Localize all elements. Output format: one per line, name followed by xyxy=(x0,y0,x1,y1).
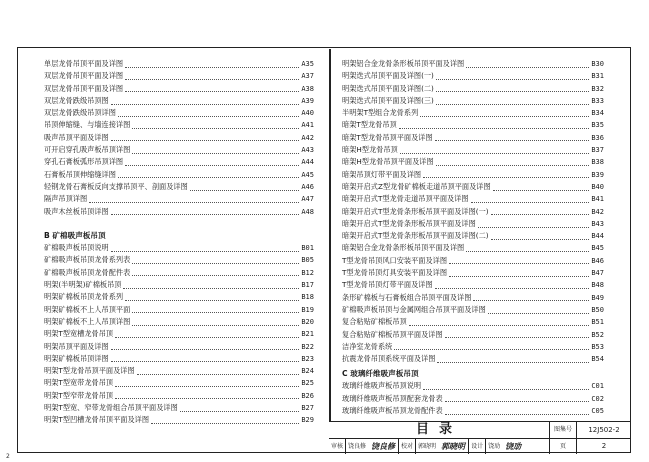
toc-entry-code: A39 xyxy=(301,96,314,105)
toc-entry-title: 单层龙骨吊顶平面及详图 xyxy=(44,59,124,68)
toc-entry xyxy=(44,107,314,119)
leader-dots xyxy=(111,134,300,141)
toc-entry-title: 双层龙骨吊顶平面及详图 xyxy=(44,83,124,93)
toc-entry xyxy=(44,291,314,303)
toc-entry-title: 明架迭式吊顶平面及详图(一) xyxy=(342,71,434,81)
toc-entry-title: 复合粘贴矿棉板吊顶平面及详图 xyxy=(342,329,443,339)
toc-entry-code: C02 xyxy=(591,394,604,403)
leader-dots xyxy=(478,221,590,228)
toc-entry xyxy=(44,304,314,316)
leader-dots xyxy=(125,85,299,92)
leader-dots xyxy=(471,196,590,203)
toc-entry xyxy=(44,132,314,144)
toc-entry-title: 吸声吊顶平面及详图 xyxy=(44,132,109,142)
toc-entry-title: 暗架开启式T型龙骨条形板吊顶平面及详图(二) xyxy=(342,231,489,241)
leader-dots xyxy=(111,343,300,350)
leader-dots xyxy=(423,383,589,390)
toc-entry-title: 玻璃纤维吸声板吊顶说明 xyxy=(342,381,422,391)
toc-entry-title: 吸声木丝板吊顶详图 xyxy=(44,206,109,216)
toc-entry-title: 明架矿棉板吊顶龙骨系列 xyxy=(44,292,124,302)
toc-entry-code: B17 xyxy=(301,281,314,290)
leader-dots xyxy=(473,294,589,301)
toc-entry-code: B36 xyxy=(591,133,604,142)
toc-entry-title: 半明架T型组合龙骨系列 xyxy=(342,108,419,118)
leader-dots xyxy=(436,98,589,105)
toc-entry-title: 玻璃纤维吸声板吊顶配套龙骨表 xyxy=(342,393,443,403)
leader-dots xyxy=(449,257,589,264)
leader-dots xyxy=(491,233,590,240)
toc-entry-code: A38 xyxy=(301,84,314,93)
toc-entry-code: B33 xyxy=(591,96,604,105)
toc-entry xyxy=(44,353,314,365)
toc-entry xyxy=(342,132,604,144)
leader-dots xyxy=(190,184,300,191)
leader-dots xyxy=(123,282,299,289)
toc-entry xyxy=(44,70,314,82)
toc-entry-code: B21 xyxy=(301,330,314,339)
toc-entry xyxy=(342,267,604,279)
leader-dots xyxy=(491,208,590,215)
toc-group-b xyxy=(44,242,314,426)
toc-entry-code: B45 xyxy=(591,244,604,253)
toc-entry-title: 条形矿棉板与石膏板组合吊顶平面及详图 xyxy=(342,292,472,302)
toc-entry-code: B18 xyxy=(301,293,314,302)
checker-label: 校对 xyxy=(398,439,415,454)
toc-entry-title: 矿棉吸声板吊顶与金属网组合吊顶平面及详图 xyxy=(342,304,486,314)
toc-entry-code: B41 xyxy=(591,195,604,204)
reviewer-name: 饶良修 xyxy=(345,439,368,454)
checker-name: 郭晓明 xyxy=(415,439,438,454)
toc-entry xyxy=(342,144,604,156)
leader-dots xyxy=(89,196,299,203)
toc-entry xyxy=(44,144,314,156)
toc-entry xyxy=(44,119,314,131)
title-block-title: 目录 xyxy=(329,422,550,439)
toc-entry xyxy=(342,316,604,328)
toc-entry xyxy=(44,390,314,402)
toc-entry-code: B29 xyxy=(301,416,314,425)
toc-entry xyxy=(342,193,604,205)
toc-entry xyxy=(342,292,604,304)
leader-dots xyxy=(488,307,590,314)
leader-dots xyxy=(118,110,299,117)
toc-entry-code: B46 xyxy=(591,256,604,265)
toc-entry xyxy=(342,380,604,392)
toc-entry-code: B54 xyxy=(591,355,604,364)
toc-entry xyxy=(44,267,314,279)
toc-entry-code: B35 xyxy=(591,121,604,130)
toc-entry-code: C05 xyxy=(591,406,604,415)
toc-entry-title: 明架T型凹槽龙骨吊顶平面及详图 xyxy=(44,415,150,425)
toc-entry-title: 暗架T型龙骨吊顶平面及详图 xyxy=(342,132,433,142)
toc-entry-code: B39 xyxy=(591,170,604,179)
toc-entry xyxy=(342,70,604,82)
toc-entry-code: B12 xyxy=(301,268,314,277)
leader-dots xyxy=(409,319,590,326)
toc-entry xyxy=(342,329,604,341)
toc-entry-title: 暗架H型龙骨吊顶平面及详图 xyxy=(342,157,434,167)
toc-entry-code: A41 xyxy=(301,121,314,130)
toc-entry xyxy=(44,206,314,218)
toc-entry-title: 复合粘贴矿棉板吊顶 xyxy=(342,317,407,327)
designer-label: 设计 xyxy=(468,439,485,454)
leader-dots xyxy=(132,306,299,313)
leader-dots xyxy=(493,184,590,191)
toc-entry xyxy=(342,341,604,353)
toc-entry-title: 明架矿棉板吊顶详图 xyxy=(44,353,109,363)
toc-entry-title: 矿棉吸声板吊顶龙骨系列表 xyxy=(44,255,131,265)
toc-entry xyxy=(44,254,314,266)
right-column xyxy=(342,58,604,365)
toc-entry-title: 明架(半明架)矿棉板吊顶 xyxy=(44,280,122,290)
toc-entry-code: B50 xyxy=(591,305,604,314)
toc-entry-code: B01 xyxy=(301,244,314,253)
toc-entry-code: B22 xyxy=(301,342,314,351)
toc-entry xyxy=(44,414,314,426)
leader-dots xyxy=(435,134,590,141)
leader-dots xyxy=(111,355,300,362)
toc-entry-title: 明架矿棉板不上人吊顶详图 xyxy=(44,316,131,326)
toc-entry xyxy=(44,181,314,193)
toc-entry-code: A44 xyxy=(301,158,314,167)
toc-entry-code: B25 xyxy=(301,379,314,388)
toc-entry-code: B31 xyxy=(591,72,604,81)
toc-entry xyxy=(342,242,604,254)
toc-entry xyxy=(44,95,314,107)
leader-dots xyxy=(436,85,589,92)
toc-entry xyxy=(342,393,604,405)
leader-dots xyxy=(435,282,590,289)
toc-entry xyxy=(44,242,314,254)
toc-entry-code: B30 xyxy=(591,60,604,68)
toc-entry-code: B51 xyxy=(591,318,604,327)
toc-entry-title: 双层龙骨吊顶平面及详图 xyxy=(44,71,124,81)
designer-name: 饶劢 xyxy=(485,439,502,454)
toc-entry xyxy=(342,353,604,365)
leader-dots xyxy=(132,319,299,326)
leader-dots xyxy=(445,408,590,415)
toc-entry xyxy=(44,341,314,353)
toc-entry-title: 暗架开启式T型龙骨条形板吊顶平面及详图 xyxy=(342,218,476,228)
section-b-title: B 矿棉吸声板吊顶 xyxy=(44,230,106,240)
toc-entry-code: B23 xyxy=(301,354,314,363)
toc-entry-code: A43 xyxy=(301,146,314,155)
toc-entry-title: 抗震龙骨吊顶系统平面及详图 xyxy=(342,354,436,364)
toc-entry-code: B42 xyxy=(591,207,604,216)
toc-entry xyxy=(342,156,604,168)
toc-entry xyxy=(342,119,604,131)
title-block xyxy=(329,421,631,454)
toc-entry-title: 洁净室龙骨系统 xyxy=(342,341,393,351)
toc-entry-title: 吊顶伸缩缝、与墙连接详图 xyxy=(44,120,131,130)
toc-entry-code: B20 xyxy=(301,317,314,326)
toc-entry xyxy=(342,58,604,70)
toc-entry-title: 明架吊顶平面及详图 xyxy=(44,341,109,351)
leader-dots xyxy=(445,395,590,402)
toc-entry-title: 明架T型龙骨吊顶平面及详图 xyxy=(44,366,135,376)
toc-entry xyxy=(44,156,314,168)
toc-entry-title: 隔声吊顶详图 xyxy=(44,194,88,204)
toc-entry-code: B53 xyxy=(591,342,604,351)
leader-dots xyxy=(137,368,300,375)
toc-entry xyxy=(342,255,604,267)
leader-dots xyxy=(111,208,300,215)
toc-entry-code: B52 xyxy=(591,330,604,339)
leader-dots xyxy=(445,331,590,338)
leader-dots xyxy=(466,245,589,252)
leader-dots xyxy=(125,159,299,166)
toc-entry-code: B24 xyxy=(301,367,314,376)
toc-entry-code: A42 xyxy=(301,133,314,142)
toc-entry xyxy=(44,279,314,291)
checker-signature: 郭晓明 xyxy=(441,441,466,451)
toc-entry-code: B44 xyxy=(591,232,604,241)
toc-entry-title: 轻钢龙骨石膏板反向支撑吊顶平、剖面及详图 xyxy=(44,181,188,191)
toc-entry-code: C01 xyxy=(591,382,604,391)
leader-dots xyxy=(125,294,299,301)
toc-entry xyxy=(44,316,314,328)
toc-entry-title: 双层龙骨跌级吊顶详图 xyxy=(44,108,116,118)
toc-entry xyxy=(342,405,604,417)
toc-entry xyxy=(342,83,604,95)
page-label: 页 xyxy=(550,439,577,454)
toc-entry-code: B34 xyxy=(591,109,604,118)
toc-entry-title: T型龙骨吊顶灯具安装平面及详图 xyxy=(342,268,448,278)
toc-entry xyxy=(44,402,314,414)
reviewer-signature: 饶良修 xyxy=(371,441,396,451)
toc-entry-code: B32 xyxy=(591,84,604,93)
toc-entry xyxy=(342,279,604,291)
leader-dots xyxy=(400,147,590,154)
section-c-title: C 玻璃纤维吸声板吊顶 xyxy=(342,369,419,378)
leader-dots xyxy=(399,122,590,129)
toc-entry-code: B47 xyxy=(591,269,604,278)
toc-entry-title: 明架迭式吊顶平面及详图(二) xyxy=(342,83,434,93)
toc-entry-title: 穿孔石膏板弧形吊顶详图 xyxy=(44,157,124,167)
leader-dots xyxy=(132,269,299,276)
toc-entry-code: A46 xyxy=(301,182,314,191)
toc-entry xyxy=(342,107,604,119)
toc-entry-code: B37 xyxy=(591,146,604,155)
leader-dots xyxy=(115,392,299,399)
toc-entry-code: B49 xyxy=(591,293,604,302)
page-number: 2 xyxy=(601,442,607,450)
toc-entry xyxy=(44,328,314,340)
atlas-number: 12J502-2 xyxy=(577,422,631,439)
toc-entry-code: B48 xyxy=(591,281,604,290)
toc-entry-title: T型龙骨吊顶风口安装平面及详图 xyxy=(342,255,448,265)
signature-row xyxy=(329,439,550,454)
toc-entry-title: 暗架开启式T型龙骨条形板吊顶平面及详图(一) xyxy=(342,206,489,216)
leader-dots xyxy=(132,147,299,154)
toc-entry xyxy=(44,83,314,95)
leader-dots xyxy=(132,257,299,264)
leader-dots xyxy=(420,110,589,117)
leader-dots xyxy=(437,356,589,363)
toc-entry-title: 暗架铝合金龙骨条形板吊顶平面及详图 xyxy=(342,243,465,253)
toc-entry-title: 双层龙骨跌级吊顶图 xyxy=(44,95,109,105)
toc-entry xyxy=(342,206,604,218)
toc-entry xyxy=(342,181,604,193)
toc-entry-code: A45 xyxy=(301,170,314,179)
toc-group-b-cont xyxy=(342,58,604,365)
leader-dots xyxy=(466,61,589,68)
toc-entry-title: 明架T型宽、窄带龙骨组合吊顶平面及详图 xyxy=(44,403,178,413)
leader-dots xyxy=(111,98,300,105)
atlas-number-label: 图集号 xyxy=(550,422,577,439)
toc-entry-title: 可开启穿孔吸声板吊顶详图 xyxy=(44,145,131,155)
leader-dots xyxy=(423,171,589,178)
leader-dots xyxy=(125,61,299,68)
toc-entry-code: A40 xyxy=(301,109,314,118)
leader-dots xyxy=(132,122,299,129)
leader-dots xyxy=(180,405,300,412)
toc-entry-title: 明架T型宽槽龙骨吊顶 xyxy=(44,329,114,339)
toc-entry-title: 矿棉吸声板吊顶说明 xyxy=(44,243,109,253)
leader-dots xyxy=(449,270,589,277)
toc-entry-title: 明架T型窄带龙骨吊顶 xyxy=(44,390,114,400)
toc-entry-code: B05 xyxy=(301,256,314,265)
toc-entry-title: 暗架吊顶灯带平面及详图 xyxy=(342,169,422,179)
toc-entry-title: 暗架H型龙骨吊顶 xyxy=(342,145,398,155)
toc-entry xyxy=(44,169,314,181)
toc-entry-code: A35 xyxy=(301,60,314,68)
page-corner-number: 2 xyxy=(6,453,10,460)
leader-dots xyxy=(394,343,589,350)
toc-entry xyxy=(44,377,314,389)
toc-entry xyxy=(342,230,604,242)
left-column xyxy=(44,58,314,427)
toc-entry-title: 玻璃纤维吸声板吊顶龙骨配件表 xyxy=(342,405,443,415)
toc-entry xyxy=(44,365,314,377)
toc-entry xyxy=(44,58,314,70)
leader-dots xyxy=(115,380,299,387)
toc-entry-code: B43 xyxy=(591,219,604,228)
toc-entry-code: B38 xyxy=(591,158,604,167)
toc-entry-title: 明架矿棉板不上人吊顶平面 xyxy=(44,304,131,314)
toc-entry-code: B26 xyxy=(301,391,314,400)
toc-group-a xyxy=(44,58,314,218)
column-divider xyxy=(329,49,331,422)
toc-entry-title: 暗架开启式Z型龙骨矿棉板走道吊顶平面及详图 xyxy=(342,181,491,191)
toc-entry-code: B19 xyxy=(301,305,314,314)
toc-entry-title: 明架迭式吊顶平面及详图(三) xyxy=(342,95,434,105)
toc-entry xyxy=(342,304,604,316)
reviewer-label: 审核 xyxy=(331,443,344,450)
toc-group-c xyxy=(342,380,604,417)
leader-dots xyxy=(115,331,299,338)
leader-dots xyxy=(436,73,589,80)
toc-entry-code: A47 xyxy=(301,195,314,204)
toc-entry xyxy=(44,193,314,205)
leader-dots xyxy=(111,245,300,252)
designer-signature: 饶劢 xyxy=(505,441,522,451)
toc-entry-title: 明架铝合金龙骨条形板吊顶平面及详图 xyxy=(342,59,465,68)
toc-entry-code: B27 xyxy=(301,404,314,413)
leader-dots xyxy=(436,159,590,166)
toc-entry-title: 矿棉吸声板吊顶龙骨配件表 xyxy=(44,267,131,277)
right-column-section-c xyxy=(342,368,604,417)
toc-entry-code: A37 xyxy=(301,72,314,81)
toc-entry xyxy=(342,169,604,181)
leader-dots xyxy=(118,171,299,178)
leader-dots xyxy=(151,417,299,424)
toc-entry-code: A48 xyxy=(301,207,314,216)
toc-entry-title: 明架T型宽带龙骨吊顶 xyxy=(44,378,114,388)
leader-dots xyxy=(125,73,299,80)
toc-entry xyxy=(342,218,604,230)
toc-entry-title: 暗架T型龙骨吊顶 xyxy=(342,120,397,130)
toc-entry-code: B40 xyxy=(591,182,604,191)
toc-entry-title: 石膏板吊顶伸缩缝详图 xyxy=(44,169,116,179)
toc-entry xyxy=(342,95,604,107)
toc-entry-title: 暗架开启式T型龙骨走道吊顶平面及详图 xyxy=(342,194,469,204)
toc-entry-title: T型龙骨吊顶灯带平面及详图 xyxy=(342,280,433,290)
